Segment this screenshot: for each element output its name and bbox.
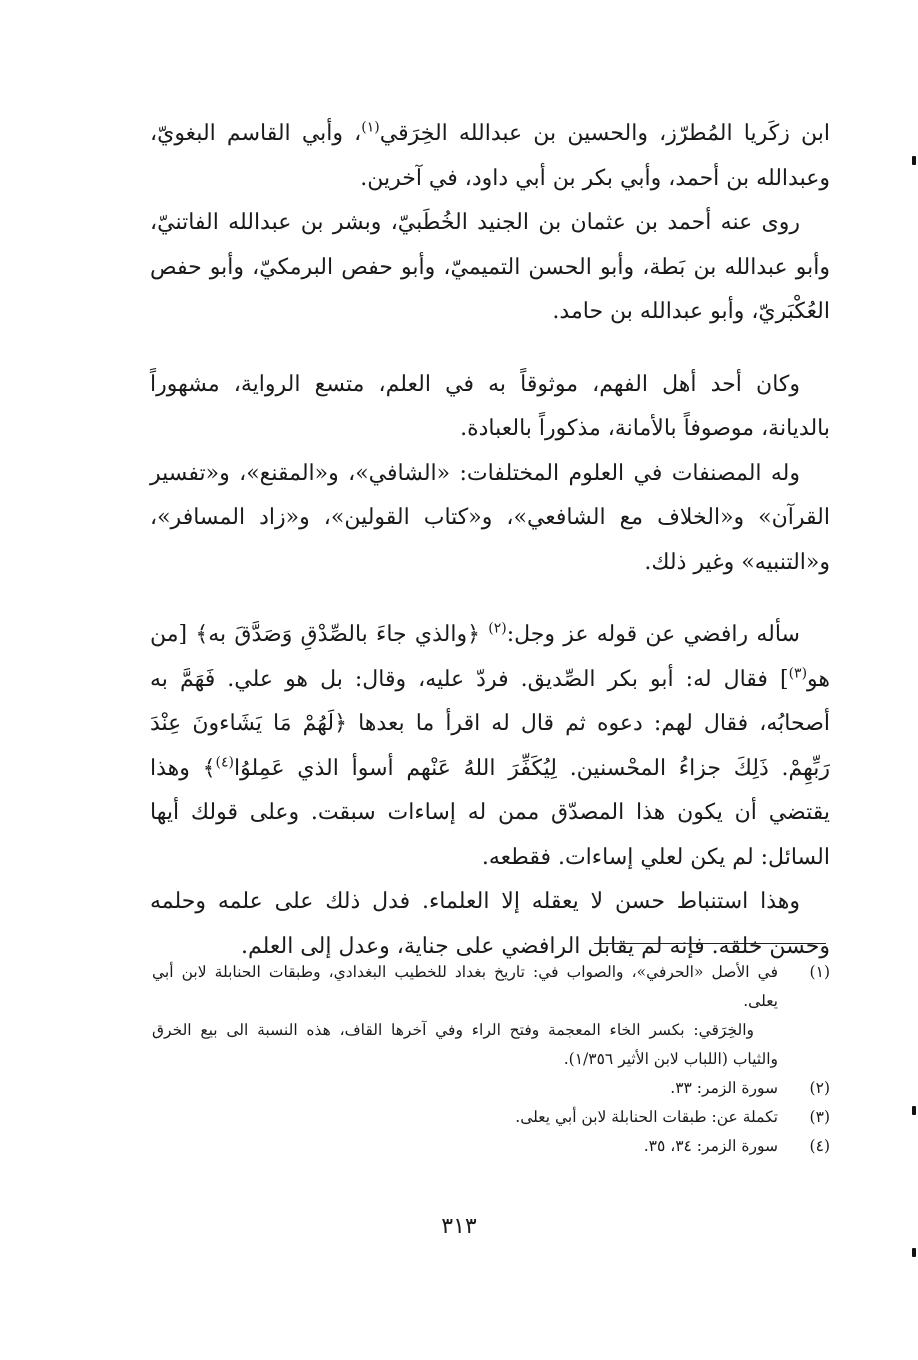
footnote-ref-3[interactable]: (٣) xyxy=(788,665,808,682)
footnote-number: (٣) xyxy=(809,1108,830,1126)
footnote-number: (٢) xyxy=(809,1079,830,1097)
footnote-text: سورة الزمر: ٣٣. xyxy=(670,1079,778,1097)
footnote-number: (٤) xyxy=(809,1137,830,1155)
paragraph-students: روى عنه أحمد بن عثمان بن الجنيد الخُطَبيّ، وبشر بن عبدالله الفاتنيّ، وأبو عبدالله بن بَطة، وأبو الحسن التميميّ، وأبو حفص البرمكيّ، وأبو حفص العُكْبَريّ، وأبو عبدالله بن حامد. xyxy=(150,210,830,324)
main-text xyxy=(150,112,830,969)
footnote-text: سورة الزمر: ٣٤، ٣٥. xyxy=(643,1137,778,1155)
paragraph-conclusion: وهذا استنباط حسن لا يعقله إلا العلماء. فدل ذلك على علمه وحلمه وحسن خلقه. فإنه لم يقابل الرافضي على جناية، وعدل إلى العلم. xyxy=(150,889,830,959)
footnote-2 xyxy=(152,1074,830,1103)
scan-edge-mark xyxy=(912,1248,916,1257)
footnote-3 xyxy=(152,1103,830,1132)
footnote-ref-4[interactable]: (٤) xyxy=(215,754,234,771)
footnote-number: (١) xyxy=(809,963,830,981)
footnote-text: في الأصل «الحرفي»، والصواب في: تاريخ بغداد للخطيب البغدادي، وطبقات الحنابلة لابن أبي يعلى. xyxy=(152,963,778,1010)
paragraph-anecdote: سأله رافضي عن قوله عز وجل:$^{(٢)}$ ﴿والذي جاءَ بالصِّدْقِ وَصَدَّقَ به﴾ [من هو$^{(٣)}$] فقال له: أبو بكر الصِّديق. فردّ عليه، وقال: بل هو علي. فَهَمَّ به أصحابُه، فقال لهم: دعوه ثم قال له اقرأ ما بعدها ﴿لَهُمْ مَا يَشَاءونَ عِنْدَ رَبِّهِمْ. ذَلِكَ جزاءُ المحْسنين. لِيُكَفِّرَ اللهُ عَنْهم أسوأ الذي عَمِلوُا$^{(٤)}$﴾ وهذا يقتضي أن يكون هذا المصدّق ممن له إساءات سبقت. وعلى قولك أيها السائل: لم يكن لعلي إساءات. فقطعه. xyxy=(150,620,830,870)
footnote-4 xyxy=(152,1132,830,1161)
footnote-ref-1[interactable]: (١) xyxy=(361,119,380,136)
paragraph-teachers: ابن زكَريا المُطرّز، والحسين بن عبدالله الخِرَقي$^{(١)}$، وأبي القاسم البغويّ، وعبدالله بن أحمد، وأبي بكر بن أبي داود، في آخرين. xyxy=(150,119,830,191)
footnote-divider xyxy=(594,943,826,944)
scan-edge-mark xyxy=(912,156,916,165)
footnote-ref-2[interactable]: (٢) xyxy=(488,620,507,637)
footnote-text: تكملة عن: طبقات الحنابلة لابن أبي يعلى. xyxy=(515,1108,778,1126)
paragraph-works: وله المصنفات في العلوم المختلفات: «الشافي»، و«المقنع»، و«تفسير القرآن» و«الخلاف مع الشافعي»، و«كتاب القولين»، و«زاد المسافر»، و«التنبيه» وغير ذلك. xyxy=(150,460,830,575)
footnotes xyxy=(152,958,830,1161)
footnote-1 xyxy=(152,958,830,1016)
page-number: ٣١٣ xyxy=(441,1214,477,1239)
paragraph-praise: وكان أحد أهل الفهم، موثوقاً به في العلم، متسع الرواية، مشهوراً بالديانة، موصوفاً بالأمانة، مذكوراً بالعبادة. xyxy=(150,371,830,441)
scan-edge-mark xyxy=(912,1106,916,1115)
footnote-1-continuation: والخِرَقي: بكسر الخاء المعجمة وفتح الراء وفي آخرها القاف، هذه النسبة الى بيع الخرق والثياب (اللباب لابن الأثير ١/٣٥٦). xyxy=(152,1021,778,1068)
